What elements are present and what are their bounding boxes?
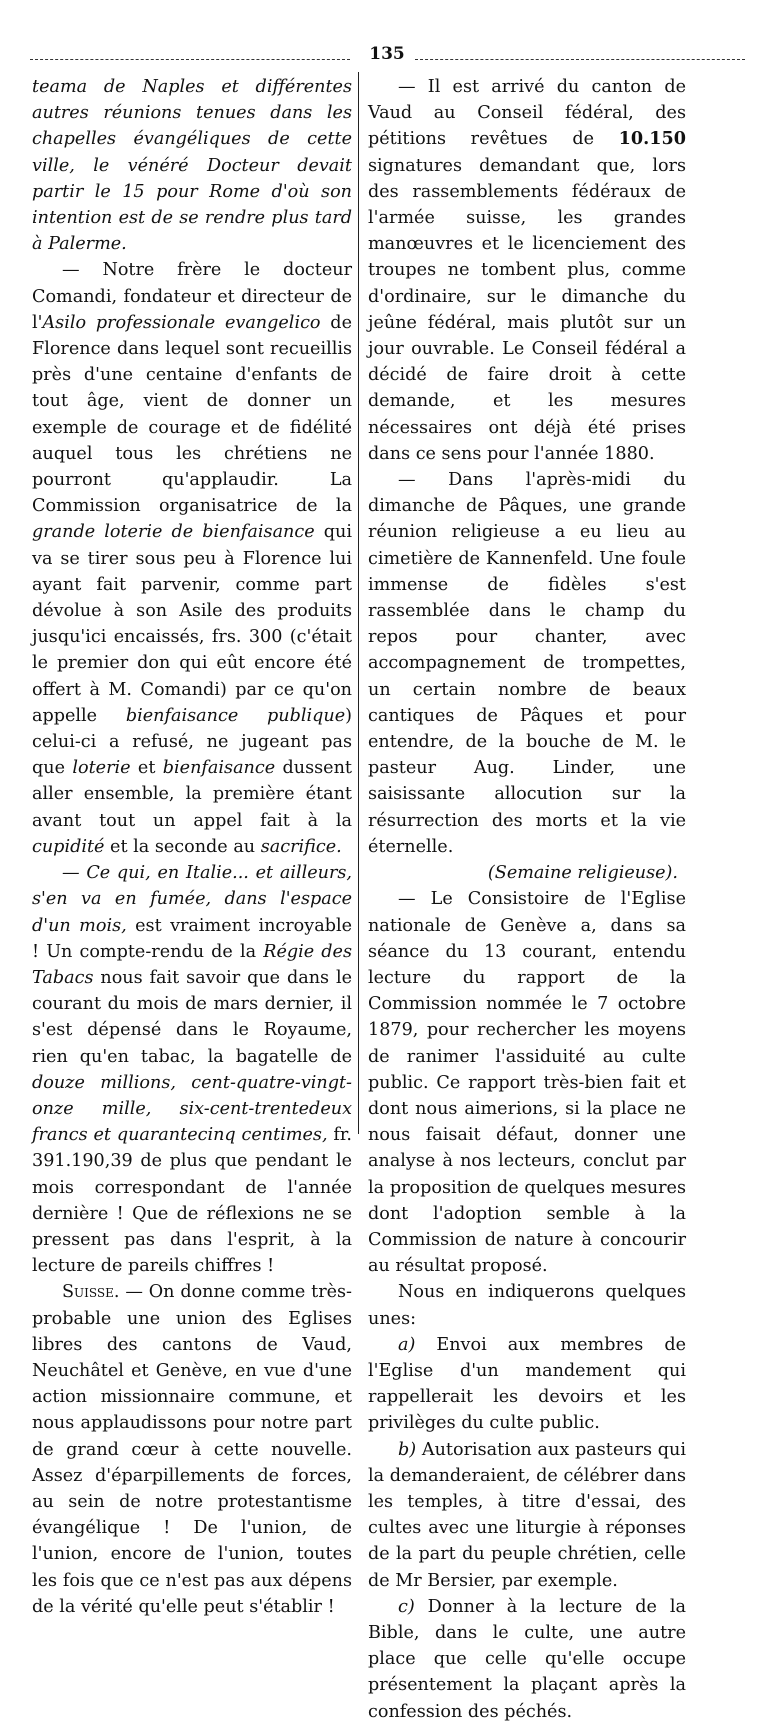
text-run-italic: sacrifice.: [260, 836, 342, 857]
text-run: nous fait savoir que dans le courant du mois de mars dernier, il s'est dépensé dans le Royaume, rien qu'en tabac, la bagatelle de: [32, 967, 352, 1067]
paragraph-paques: [368, 467, 686, 860]
list-text: Autorisation aux pasteurs qui la demanderaient, de célébrer dans les temples, à titre d'essai, des cultes avec une liturgie à réponses de la part du peuple chrétien, celle de Mr Bersier, par exemple.: [368, 1439, 686, 1591]
paragraph-text: — Le Consistoire de l'Eglise nationale de Genève a, dans sa séance du 13 courant, entendu lecture du rapport de la Commission nommée le 7 octobre 1879, pour rechercher les moyens de ranimer l'assiduité au culte public. Ce rapport très-bien fait et dont nous aimerions, si la place ne nous faisait défaut, donner une analyse à nos lecteurs, conclut par la proposition de quelques mesures dont l'adoption semble à la Commission de nature à concourir au résultat proposé.: [368, 889, 686, 1277]
text-run-italic: bienfaisance publique: [125, 705, 346, 726]
text-run: qui va se tirer sous peu à Florence lui ayant fait parvenir, comme part dévolue à son Asile des produits jusqu'ici encaissés, frs. 300 (c'était le premier don qui eût encore été offert à M. Comandi) par ce qu'on appelle: [32, 522, 352, 726]
header-rule-left: [30, 59, 350, 60]
text-run: est vraiment incroyable ! Un compte-rendu de la: [32, 915, 352, 962]
list-text: Envoi aux membres de l'Eglise d'un mandement qui rappellerait les devoirs et les privilèges du culte public.: [368, 1334, 686, 1434]
text-run-italic: loterie: [72, 758, 131, 779]
column-divider: [358, 72, 359, 1134]
list-label: a): [398, 1334, 416, 1355]
paragraph-comandi: [32, 257, 352, 860]
text-run-italic: bienfaisance: [162, 758, 276, 779]
text-run: dussent aller ensemble, la première étant avant tout un appel fait à la: [32, 758, 352, 831]
text-run: — Il est arrivé du canton de Vaud au Conseil fédéral, des pétitions revêtues de: [368, 77, 686, 150]
paragraph-text: Nous en indiquerons quelques unes:: [368, 1282, 686, 1329]
text-run-italic: grande loterie de bienfaisance: [32, 522, 315, 543]
list-item-b: [368, 1437, 686, 1594]
text-run: — On donne comme très-probable une union des Eglises libres des cantons de Vaud, Neuchâtel et Genève, en vue d'une action missionnaire commune, et nous applaudissons pour notre part de grand cœur à cette nouvelle. Assez d'éparpillements de forces, au sein de notre protestantisme évangélique ! De l'union, de l'union, encore de l'union, toutes les fois que ce n'est pas aux dépens de la vérité qu'elle peut s'établir !: [32, 1282, 352, 1617]
list-item-c: [368, 1594, 686, 1725]
text-run-italic: cupidité: [32, 836, 105, 857]
paragraph-naples: [32, 74, 352, 257]
paragraph-intro-list: [368, 1279, 686, 1331]
text-run-italic: Asilo professionale evangelico: [42, 312, 321, 333]
paragraph-suisse: [32, 1279, 352, 1620]
right-column: [368, 74, 686, 1725]
paragraph-italie-tabac: [32, 860, 352, 1279]
section-heading-suisse: Suisse.: [62, 1282, 120, 1303]
list-text: Donner à la lecture de la Bible, dans le culte, une autre place que celle qu'elle occupe présentement la plaçant après la confession des péchés.: [368, 1596, 686, 1722]
paragraph-text: teama de Naples et différentes autres réunions tenues dans les chapelles évangéliques de cette ville, le vénéré Docteur devait partir le 15 pour Rome d'où son intention est de se rendre plus tard à Palerme.: [32, 77, 352, 255]
list-item-a: [368, 1332, 686, 1437]
text-run: — Notre frère le docteur Comandi, fondateur et directeur de l': [32, 260, 352, 333]
paragraph-consistoire: [368, 886, 686, 1279]
text-run-italic: douze millions, cent-quatre-vingt-onze mille, six-cent-trentedeux francs et quarantecinq centimes,: [32, 1072, 352, 1146]
paragraph-text: — Dans l'après-midi du dimanche de Pâques, une grande réunion religieuse a eu lieu au cimetière de Kannenfeld. Une foule immense de fidèles s'est rassemblée dans le champ du repos pour chanter, avec accompagnement de trompettes, un certain nombre de beaux cantiques de Pâques et pour entendre, de la bouche de M. le pasteur Aug. Linder, une saisissante allocution sur la résurrection des morts et la vie éternelle.: [368, 470, 686, 857]
text-run-italic: — Ce qui, en: [62, 863, 186, 884]
left-column: [32, 74, 352, 1620]
list-label: b): [398, 1439, 417, 1460]
text-run: et la seconde au: [104, 836, 261, 857]
text-run-italic: Italie: [185, 863, 233, 884]
text-run: fr. 391.190,39 de plus que pendant le mois correspondant de l'année dernière ! Que de réflexions ne se pressent pas dans l'esprit, à la lecture de pareils chiffres !: [32, 1125, 352, 1277]
source-citation: (Semaine religieuse).: [487, 863, 678, 884]
list-label: c): [398, 1596, 415, 1617]
text-run: de Florence dans lequel sont recueillis près d'une centaine d'enfants de tout âge, vient de donner un exemple de courage et de fidélité auquel tous les chrétiens ne pourront qu'applaudir. La Commission organisatrice de la: [32, 312, 352, 517]
page-header: [30, 40, 745, 70]
header-rule-right: [415, 59, 745, 60]
text-run-italic: ... et ailleurs, s'en va en fumée, dans l'espace d'un mois,: [32, 863, 352, 936]
text-run: et: [130, 758, 163, 779]
text-run-bold: 10.150: [618, 128, 686, 150]
paragraph-vaud: [368, 74, 686, 467]
page-number: 135: [369, 44, 405, 64]
text-run-italic: Régie des Tabacs: [32, 941, 352, 988]
text-run: ) celui-ci a refusé, ne jugeant pas que: [32, 705, 352, 779]
text-run: signatures demandant que, lors des rassemblements fédéraux de l'armée suisse, les grandes manœuvres et le licenciement des troupes ne tombent plus, comme d'ordinaire, sur le dimanche du jeûne fédéral, mais plutôt sur un jour ouvrable. Le Conseil fédéral a décidé de faire droit à cette demande, et les mesures nécessaires ont déjà été prises dans ce sens pour l'année 1880.: [368, 155, 686, 464]
